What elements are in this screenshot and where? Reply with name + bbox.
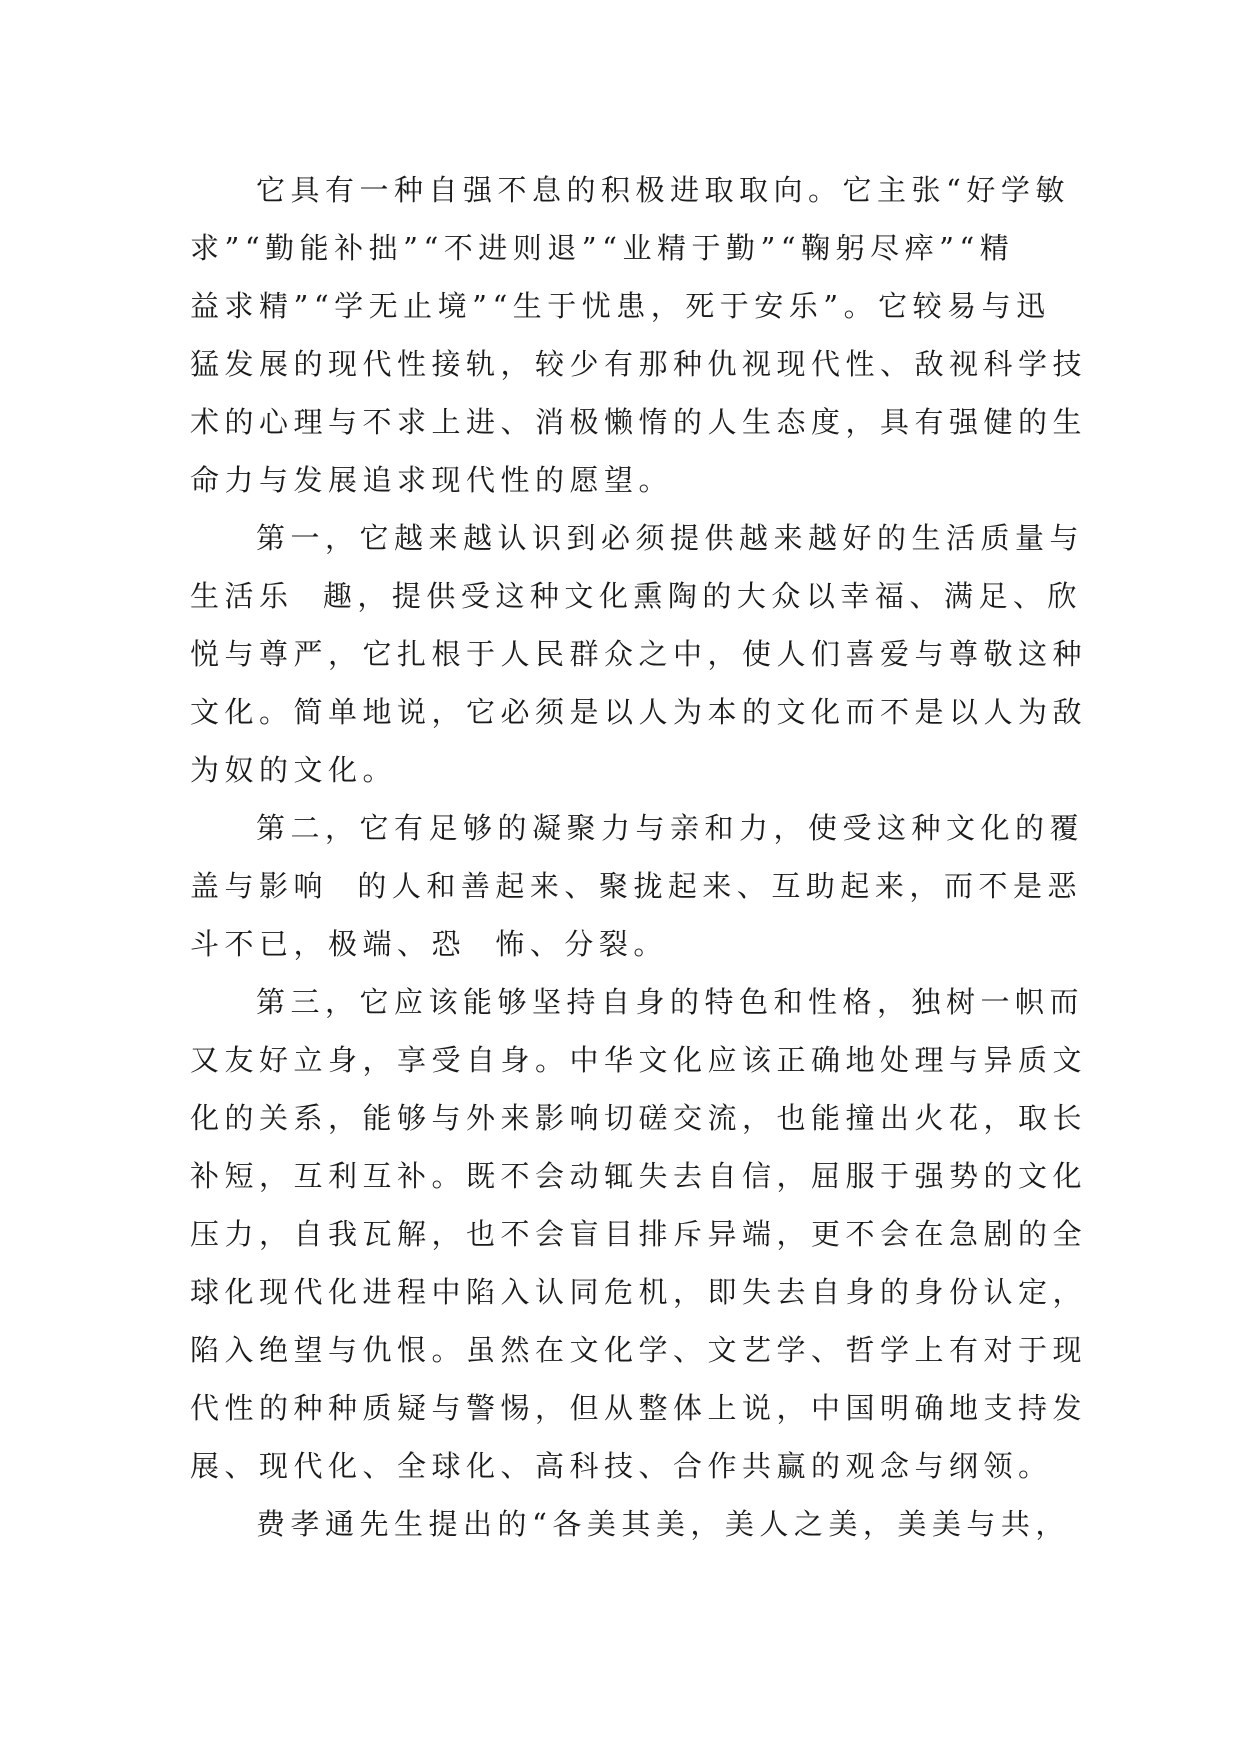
paragraph-line: 球化现代化进程中陷入认同危机，即失去自身的身份认定， [190, 1275, 1088, 1309]
paragraph-5 [190, 1495, 1070, 1553]
paragraph-line: 求”“勤能补拙”“不进则退”“业精于勤”“鞠躬尽瘁”“精 [190, 231, 1015, 265]
paragraph-line: 命力与发展追求现代性的愿望。 [190, 463, 674, 497]
paragraph-line: 第一，它越来越认识到必须提供越来越好的生活质量与 [256, 521, 1085, 555]
paragraph-line: 第二，它有足够的凝聚力与亲和力，使受这种文化的覆 [256, 811, 1085, 845]
paragraph-line: 斗不已，极端、恐 怖、分裂。 [190, 927, 668, 961]
paragraph-line: 为奴的文化。 [190, 753, 398, 787]
paragraph-line: 文化。简单地说，它必须是以人为本的文化而不是以人为敌 [190, 695, 1088, 729]
paragraph-line: 费孝通先生提出的“各美其美，美人之美，美美与共， [256, 1507, 1070, 1541]
paragraph-line: 补短，互利互补。既不会动辄失去自信，屈服于强势的文化 [190, 1159, 1088, 1193]
paragraph-line: 展、现代化、全球化、高科技、合作共赢的观念与纲领。 [190, 1449, 1053, 1483]
paragraph-line: 术的心理与不求上进、消极懒惰的人生态度，具有强健的生 [190, 405, 1088, 439]
paragraph-line: 压力，自我瓦解，也不会盲目排斥异端，更不会在急剧的全 [190, 1217, 1088, 1251]
paragraph-line: 化的关系，能够与外来影响切磋交流，也能撞出火花，取长 [190, 1101, 1088, 1135]
paragraph-line: 盖与影响 的人和善起来、聚拢起来、互助起来，而不是恶 [190, 869, 1082, 903]
paragraph-line: 代性的种种质疑与警惕，但从整体上说，中国明确地支持发 [190, 1391, 1088, 1425]
paragraph-2 [190, 509, 1088, 799]
paragraph-4 [190, 973, 1088, 1495]
paragraph-line: 生活乐 趣，提供受这种文化熏陶的大众以幸福、满足、欣 [190, 579, 1082, 613]
paragraph-line: 益求精”“学无止境”“生于忧患，死于安乐”。它较易与迅 [190, 289, 1051, 323]
paragraph-line: 第三，它应该能够坚持自身的特色和性格，独树一帜而 [256, 985, 1085, 1019]
paragraph-1 [190, 161, 1088, 509]
paragraph-line: 又友好立身，享受自身。中华文化应该正确地处理与异质文 [190, 1043, 1088, 1077]
paragraph-line: 猛发展的现代性接轨，较少有那种仇视现代性、敌视科学技 [190, 347, 1088, 381]
body-text [190, 161, 1088, 1553]
paragraph-line: 悦与尊严，它扎根于人民群众之中，使人们喜爱与尊敬这种 [190, 637, 1088, 671]
paragraph-3 [190, 799, 1085, 973]
paragraph-line: 它具有一种自强不息的积极进取取向。它主张“好学敏 [256, 173, 1070, 207]
paragraph-line: 陷入绝望与仇恨。虽然在文化学、文艺学、哲学上有对于现 [190, 1333, 1088, 1367]
